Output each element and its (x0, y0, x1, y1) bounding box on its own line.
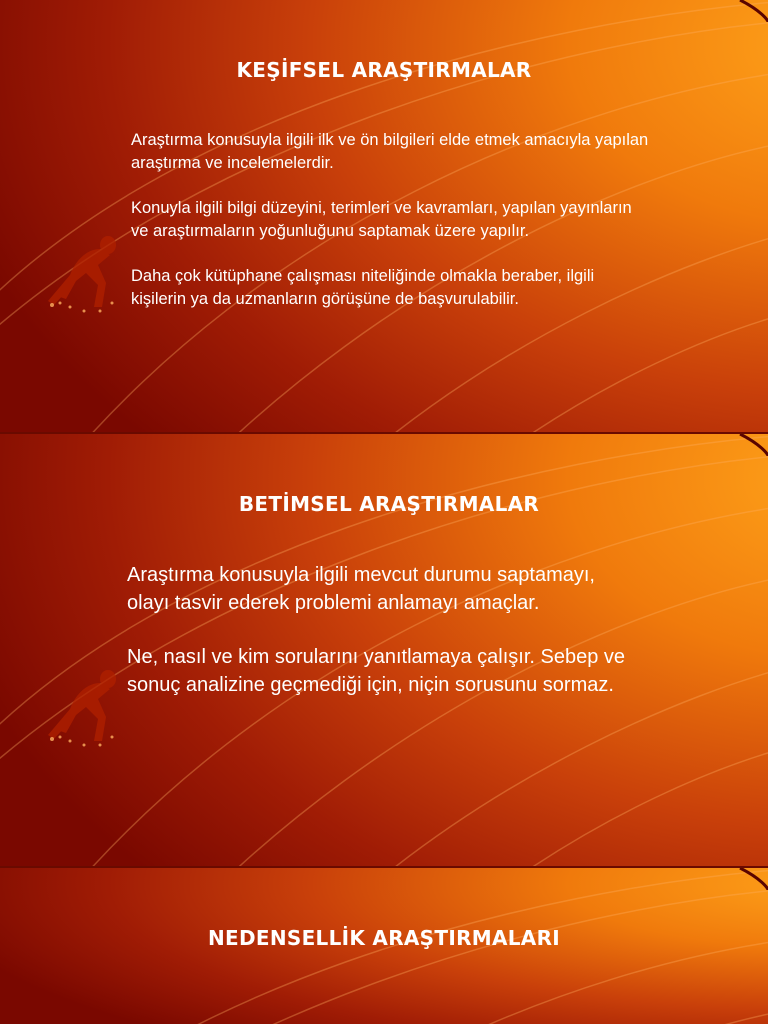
paragraph: Ne, nasıl ve kim sorularını yanıtlamaya çalışır. Sebep ve sonuç analizine geçmediği için, niçin sorusunu sormaz. (127, 646, 625, 696)
slide-body (131, 129, 651, 333)
slide-title: BETİMSEL ARAŞTIRMALAR (238, 492, 540, 516)
sprinter-start-icon (40, 225, 135, 320)
paragraph: Araştırma konusuyla ilgili mevcut durumu saptamayı, olayı tasvir ederek problemi anlamayı amaçlar. (127, 564, 595, 614)
paragraph: Araştırma konusuyla ilgili ilk ve ön bilgileri elde etmek amacıyla yapılan araştırma ve incelemelerdir. (131, 131, 649, 172)
slide-3 (0, 866, 768, 1024)
slide-1 (0, 0, 768, 432)
slide-2 (0, 432, 768, 866)
paragraph: Konuyla ilgili bilgi düzeyini, terimleri ve kavramları, yapılan yayınların ve araştırmaların yoğunluğunu saptamak üzere yapılır. (131, 199, 632, 240)
slide-title: KEŞİFSEL ARAŞTIRMALAR (236, 58, 532, 82)
slide-title: NEDENSELLİK ARAŞTIRMALARI (207, 926, 561, 950)
sprinter-start-icon (40, 659, 135, 754)
slide-body (127, 561, 627, 725)
paragraph: Daha çok kütüphane çalışması niteliğinde olmakla beraber, ilgili kişilerin ya da uzmanların görüşüne de başvurulabilir. (131, 267, 595, 308)
